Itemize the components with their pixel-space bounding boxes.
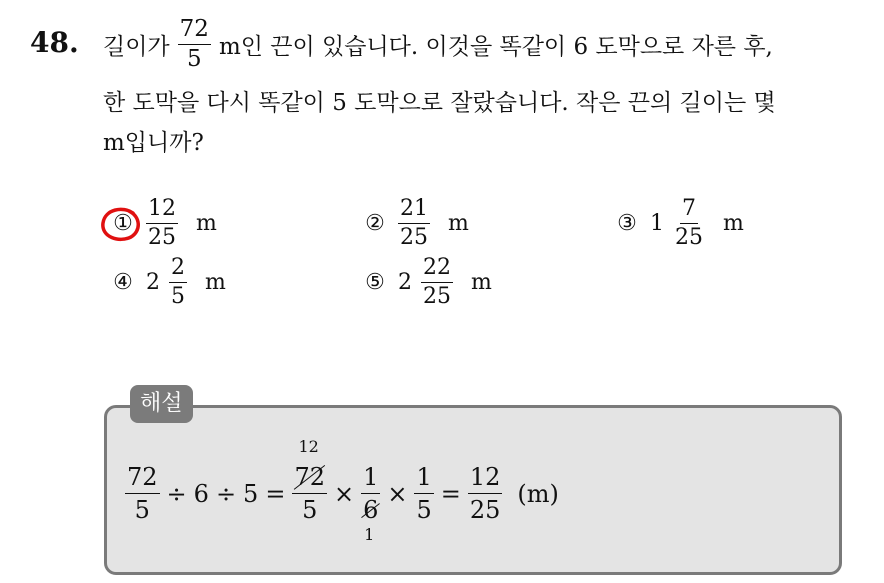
option-1-unit: m: [196, 211, 217, 236]
option-2[interactable]: [360, 198, 469, 249]
formula-result-denominator: 25: [469, 496, 501, 524]
formula-unit: (m): [517, 479, 559, 508]
option-5[interactable]: [360, 257, 492, 308]
formula-fraction-4: [414, 465, 433, 522]
formula-result-numerator: 12: [468, 465, 503, 494]
option-5-fraction: [421, 257, 453, 308]
formula-fraction-1: [125, 465, 160, 522]
option-4[interactable]: [108, 257, 226, 308]
option-4-fraction: [169, 257, 187, 308]
cancelled-denominator: 6: [363, 496, 379, 524]
formula-fraction-1-denominator: 5: [134, 496, 150, 524]
option-2-numerator: 21: [398, 198, 430, 224]
option-1-fraction: [146, 198, 178, 249]
option-4-marker: ④: [113, 270, 133, 295]
formula-fraction-3: [361, 465, 380, 522]
cancel-result-below: 1: [364, 525, 375, 544]
question-number: 48.: [30, 26, 79, 59]
equals-sign-1: =: [265, 479, 286, 508]
formula-fraction-3-group: [361, 463, 380, 544]
formula-fraction-4-numerator: 1: [414, 465, 433, 494]
equals-sign-2: =: [440, 479, 461, 508]
option-1-numerator: 12: [146, 198, 178, 224]
cancelled-numerator: 72: [294, 463, 325, 491]
formula-fraction-3-numerator: 1: [361, 465, 380, 494]
option-1-denominator: 25: [148, 225, 176, 250]
option-4-unit: m: [205, 270, 226, 295]
option-2-marker: ②: [365, 211, 385, 236]
option-3-denominator: 25: [675, 225, 703, 250]
option-5-whole: 2: [398, 270, 412, 295]
times-sign-2: ×: [387, 479, 408, 508]
formula-fraction-2-numerator: [292, 465, 327, 494]
formula-fraction-2-group: [292, 437, 327, 524]
option-2-denominator: 25: [400, 225, 428, 250]
formula-five: 5: [243, 479, 259, 508]
formula-fraction-2: [292, 465, 327, 522]
divide-sign-1: ÷: [166, 479, 187, 508]
option-5-numerator: 22: [421, 257, 453, 283]
given-numerator: 72: [178, 18, 211, 45]
formula-fraction-2-denominator: 5: [302, 496, 318, 524]
answer-circle-mark: [99, 205, 149, 245]
option-3-marker: ③: [617, 211, 637, 236]
option-3-unit: m: [723, 211, 744, 236]
option-4-whole: 2: [146, 270, 160, 295]
solution-tag: 해설: [130, 385, 193, 423]
given-length-fraction: [178, 18, 211, 71]
question-line-2: 한 도막을 다시 똑같이 5 도막으로 잘랐습니다. 작은 끈의 길이는 몇: [103, 90, 776, 116]
option-5-denominator: 25: [423, 284, 451, 309]
option-5-unit: m: [471, 270, 492, 295]
option-2-unit: m: [448, 211, 469, 236]
solution-formula: [125, 437, 559, 544]
formula-fraction-1-numerator: 72: [125, 465, 160, 494]
option-3-fraction: [673, 198, 705, 249]
question-text-prefix: 길이가: [103, 34, 170, 60]
given-denominator: 5: [186, 46, 202, 72]
formula-fraction-3-denominator: [361, 494, 380, 522]
divide-sign-2: ÷: [215, 479, 237, 508]
formula-fraction-4-denominator: 5: [416, 496, 432, 524]
option-5-marker: ⑤: [365, 270, 385, 295]
option-3-whole: 1: [650, 211, 664, 236]
question-line-1: [103, 18, 773, 71]
question-text-suffix: m인 끈이 있습니다. 이것을 똑같이 6 도막으로 자른 후,: [218, 34, 773, 60]
option-1-marker: ①: [113, 211, 133, 236]
option-3-numerator: 7: [680, 198, 698, 224]
option-4-denominator: 5: [171, 284, 185, 309]
option-2-fraction: [398, 198, 430, 249]
question-line-3: m입니까?: [103, 130, 204, 156]
formula-six: 6: [193, 479, 209, 508]
formula-result-fraction: [468, 465, 503, 522]
option-4-numerator: 2: [169, 257, 187, 283]
times-sign-1: ×: [333, 479, 355, 508]
option-3[interactable]: [612, 198, 744, 249]
cancel-result-above: 12: [298, 437, 319, 456]
